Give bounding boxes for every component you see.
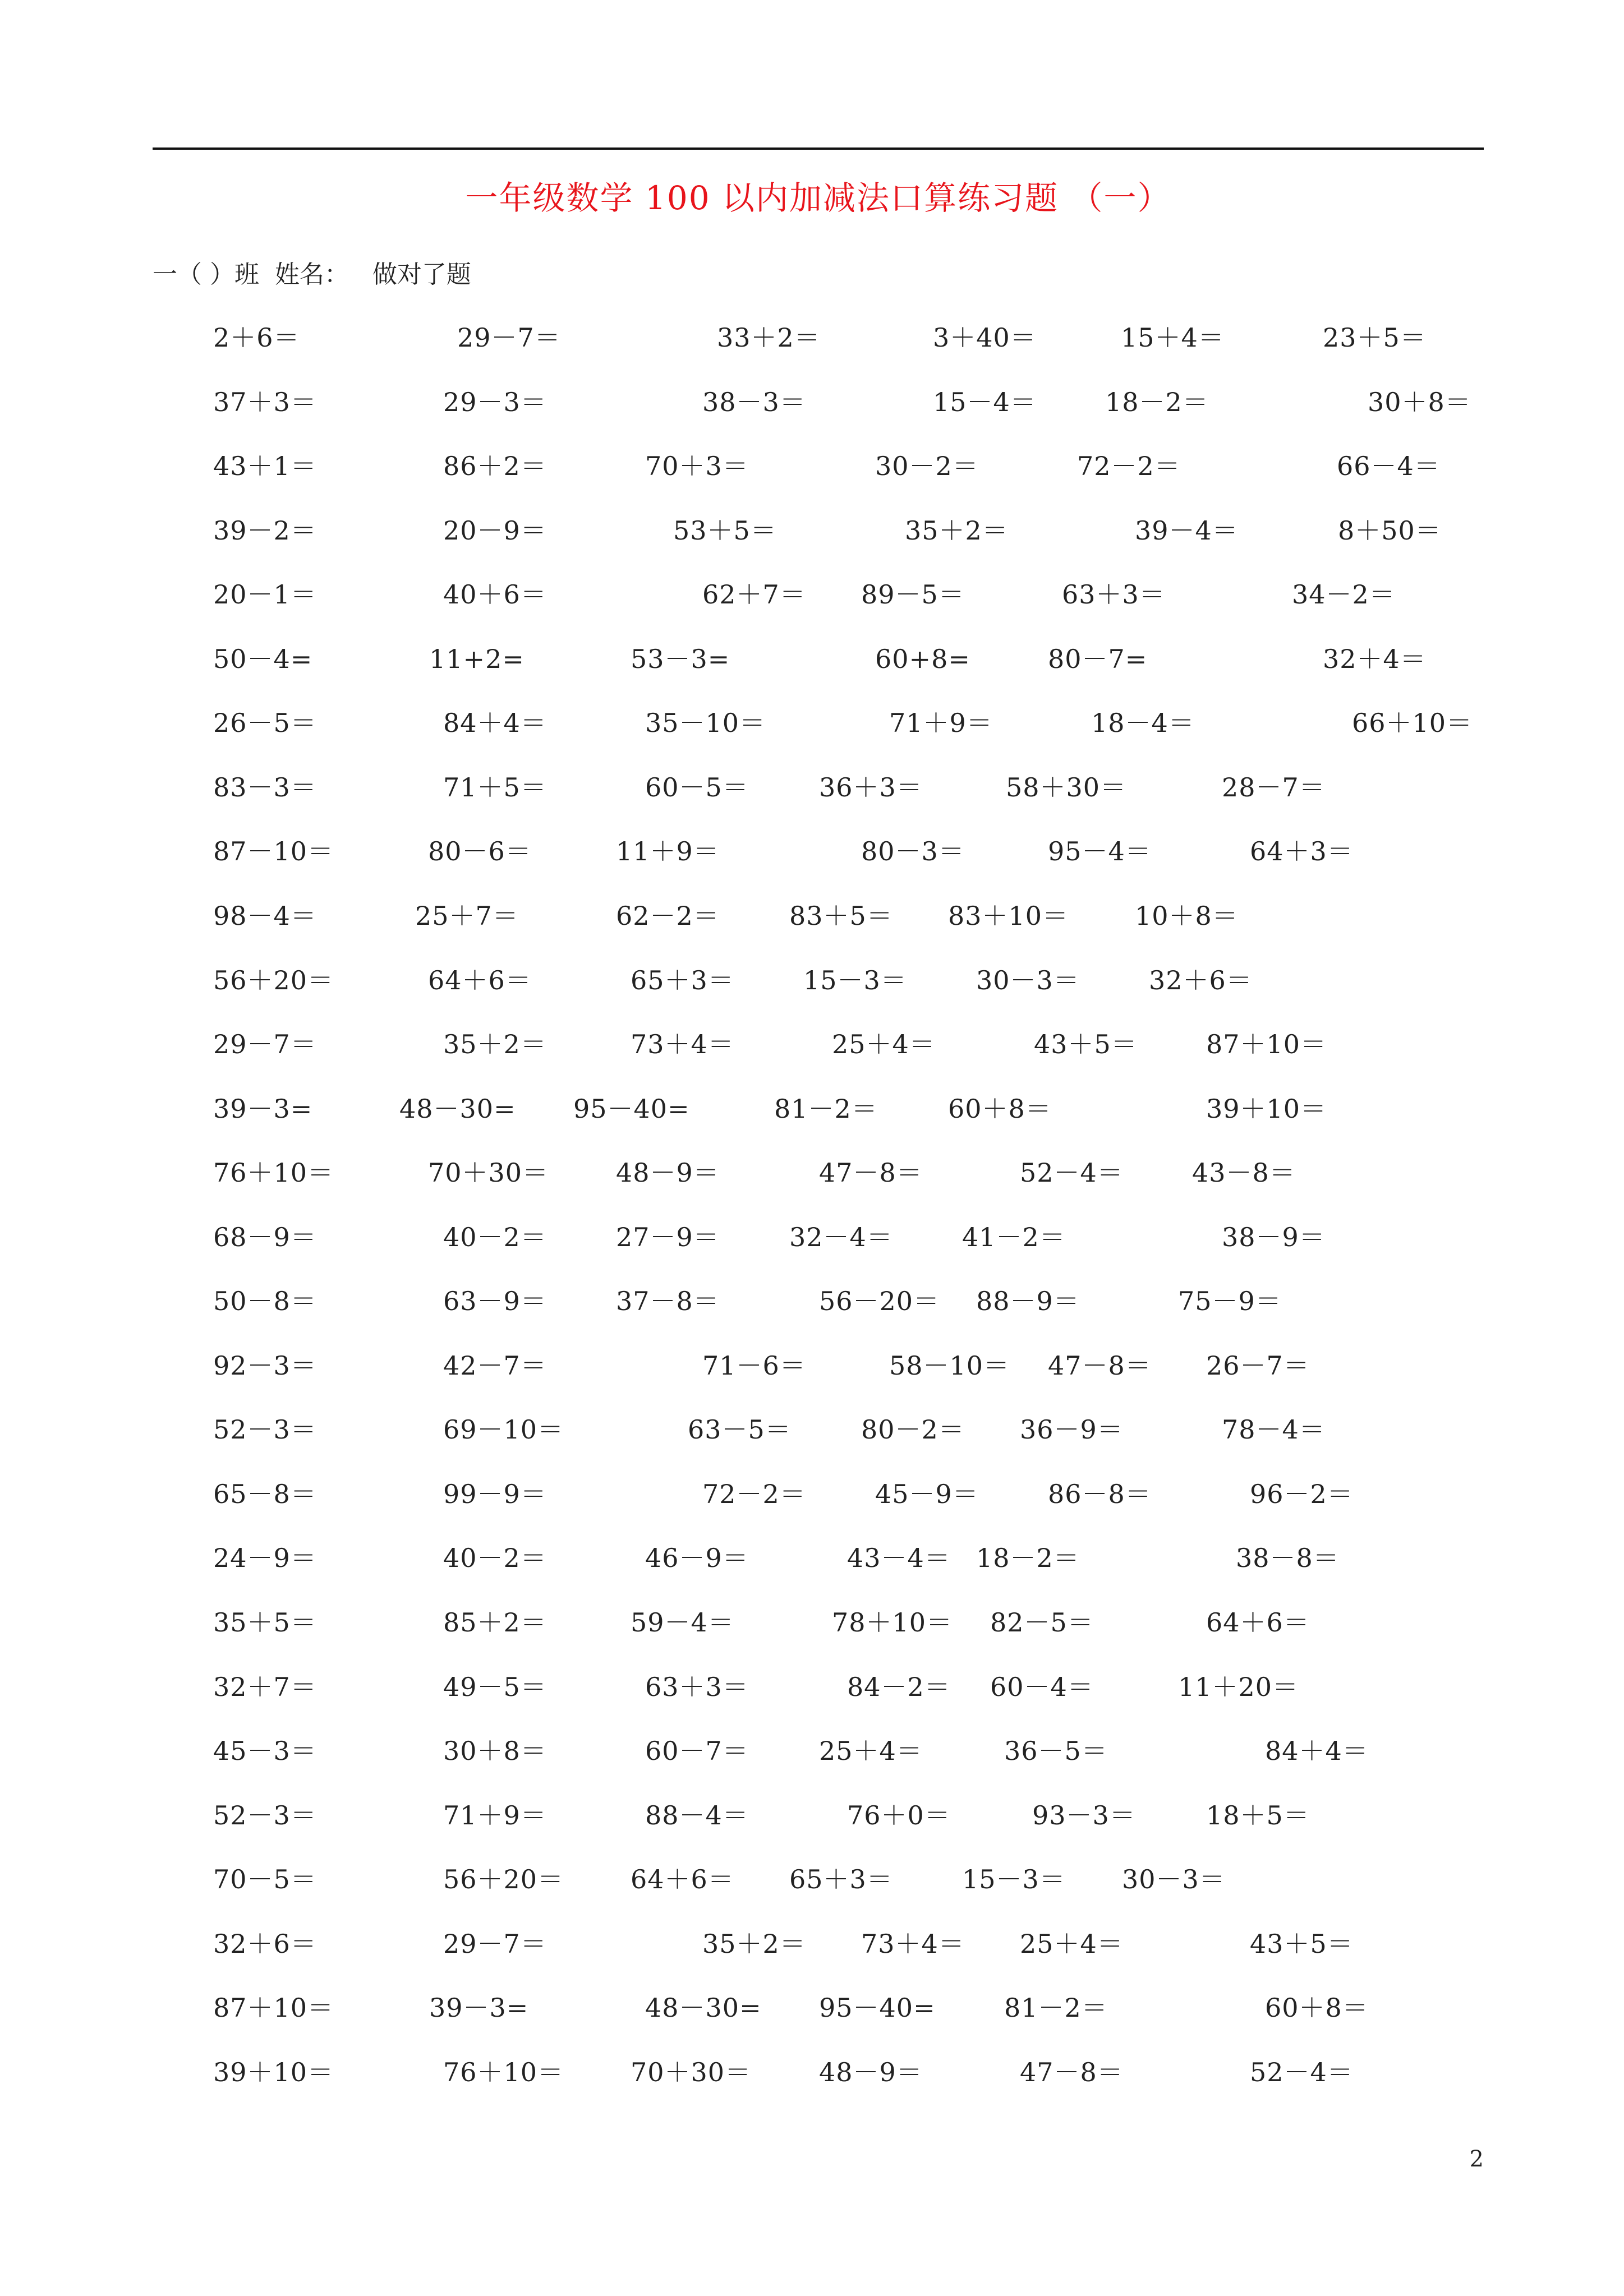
arithmetic-problem: 83＋5＝ xyxy=(789,901,893,931)
arithmetic-problem: 11+2= xyxy=(429,643,525,674)
problem-row xyxy=(0,1084,1624,1134)
problem-row xyxy=(0,312,1624,363)
arithmetic-problem: 64＋6＝ xyxy=(1206,1607,1310,1638)
arithmetic-problem: 50－8＝ xyxy=(213,1286,317,1317)
arithmetic-problem: 37＋3＝ xyxy=(213,386,317,417)
arithmetic-problem: 48－9＝ xyxy=(616,1158,720,1188)
problem-row xyxy=(0,1147,1624,1198)
arithmetic-problem: 64＋6＝ xyxy=(631,1864,734,1895)
problem-row xyxy=(0,955,1624,1006)
arithmetic-problem: 71＋5＝ xyxy=(443,772,547,803)
problem-row xyxy=(0,1340,1624,1391)
arithmetic-problem: 58－10＝ xyxy=(889,1350,1010,1381)
arithmetic-problem: 65－8＝ xyxy=(213,1478,317,1509)
arithmetic-problem: 63－5＝ xyxy=(688,1414,792,1445)
arithmetic-problem: 29－7＝ xyxy=(213,1029,317,1059)
arithmetic-problem: 80－7= xyxy=(1048,643,1148,674)
arithmetic-problem: 26－5＝ xyxy=(213,708,317,739)
arithmetic-problem: 15－3＝ xyxy=(803,965,907,995)
arithmetic-problem: 88－9＝ xyxy=(976,1286,1080,1317)
arithmetic-problem: 2＋6＝ xyxy=(213,322,300,353)
arithmetic-problem: 56－20＝ xyxy=(819,1286,940,1317)
problem-row xyxy=(0,1854,1624,1905)
arithmetic-problem: 88－4＝ xyxy=(645,1800,749,1831)
arithmetic-problem: 37－8＝ xyxy=(616,1286,720,1317)
arithmetic-problem: 56＋20＝ xyxy=(443,1864,564,1895)
arithmetic-problem: 15－4＝ xyxy=(933,386,1037,417)
problem-row xyxy=(0,1662,1624,1712)
arithmetic-problem: 84－2＝ xyxy=(847,1671,951,1702)
arithmetic-problem: 53－3= xyxy=(631,643,730,674)
problem-row xyxy=(0,2047,1624,2097)
arithmetic-problem: 42－7＝ xyxy=(443,1350,547,1381)
arithmetic-problem: 80－6＝ xyxy=(428,836,532,867)
arithmetic-problem: 87－10＝ xyxy=(213,836,334,867)
problem-row xyxy=(0,1276,1624,1326)
arithmetic-problem: 52－4＝ xyxy=(1020,1158,1124,1188)
arithmetic-problem: 63＋3＝ xyxy=(1062,579,1166,610)
arithmetic-problem: 10＋8＝ xyxy=(1135,901,1239,931)
arithmetic-problem: 25＋4＝ xyxy=(832,1029,936,1059)
arithmetic-problem: 30－2＝ xyxy=(875,451,979,482)
arithmetic-problem: 71－6＝ xyxy=(702,1350,806,1381)
arithmetic-problem: 40－2＝ xyxy=(443,1221,547,1252)
arithmetic-problem: 49－5＝ xyxy=(443,1671,547,1702)
arithmetic-problem: 76＋10＝ xyxy=(213,1158,334,1188)
arithmetic-problem: 72－2＝ xyxy=(1077,451,1181,482)
arithmetic-problem: 75－9＝ xyxy=(1178,1286,1282,1317)
arithmetic-problem: 29－7＝ xyxy=(443,1928,547,1959)
arithmetic-problem: 39＋10＝ xyxy=(1206,1093,1327,1124)
arithmetic-problem: 29－7＝ xyxy=(457,322,561,353)
arithmetic-problem: 85＋2＝ xyxy=(443,1607,547,1638)
arithmetic-problem: 48－9＝ xyxy=(819,2057,923,2087)
arithmetic-problem: 18－2＝ xyxy=(976,1543,1080,1574)
arithmetic-problem: 60+8= xyxy=(875,643,970,674)
arithmetic-problem: 60－4＝ xyxy=(990,1671,1094,1702)
arithmetic-problem: 25＋7＝ xyxy=(415,901,519,931)
arithmetic-problem: 70－5＝ xyxy=(213,1864,317,1895)
arithmetic-problem: 48－30= xyxy=(399,1093,516,1124)
problem-row xyxy=(0,1212,1624,1262)
arithmetic-problem: 40－2＝ xyxy=(443,1543,547,1574)
arithmetic-problem: 60＋8＝ xyxy=(1265,1993,1369,2023)
arithmetic-problem: 62＋7＝ xyxy=(702,579,806,610)
arithmetic-problem: 47－8＝ xyxy=(819,1158,923,1188)
arithmetic-problem: 33＋2＝ xyxy=(717,322,821,353)
problem-row xyxy=(0,1726,1624,1776)
arithmetic-problem: 62－2＝ xyxy=(616,901,720,931)
arithmetic-problem: 58＋30＝ xyxy=(1006,772,1127,803)
arithmetic-problem: 50－4= xyxy=(213,643,313,674)
arithmetic-problem: 96－2＝ xyxy=(1250,1478,1354,1509)
arithmetic-problem: 68－9＝ xyxy=(213,1221,317,1252)
problem-row xyxy=(0,505,1624,556)
problem-row xyxy=(0,891,1624,941)
arithmetic-problem: 80－3＝ xyxy=(861,836,965,867)
arithmetic-problem: 32＋6＝ xyxy=(213,1928,317,1959)
arithmetic-problem: 98－4＝ xyxy=(213,901,317,931)
arithmetic-problem: 36－5＝ xyxy=(1004,1736,1108,1767)
arithmetic-problem: 81－2＝ xyxy=(1004,1993,1108,2023)
arithmetic-problem: 38－9＝ xyxy=(1222,1221,1326,1252)
arithmetic-problem: 15＋4＝ xyxy=(1121,322,1225,353)
arithmetic-problem: 38－3＝ xyxy=(702,386,806,417)
arithmetic-problem: 43－8＝ xyxy=(1192,1158,1296,1188)
page-number: 2 xyxy=(1469,2146,1484,2172)
arithmetic-problem: 53＋5＝ xyxy=(673,515,777,546)
arithmetic-problem: 46－9＝ xyxy=(645,1543,749,1574)
arithmetic-problem: 70＋30＝ xyxy=(428,1158,549,1188)
arithmetic-problem: 71＋9＝ xyxy=(443,1800,547,1831)
arithmetic-problem: 35＋2＝ xyxy=(702,1928,806,1959)
arithmetic-problem: 72－2＝ xyxy=(702,1478,806,1509)
problem-row xyxy=(0,634,1624,684)
problem-row xyxy=(0,377,1624,427)
arithmetic-problem: 15－3＝ xyxy=(962,1864,1066,1895)
arithmetic-problem: 34－2＝ xyxy=(1292,579,1396,610)
arithmetic-problem: 45－9＝ xyxy=(875,1478,979,1509)
arithmetic-problem: 89－5＝ xyxy=(861,579,965,610)
arithmetic-problem: 73＋4＝ xyxy=(631,1029,734,1059)
arithmetic-problem: 86＋2＝ xyxy=(443,451,547,482)
arithmetic-problem: 27－9＝ xyxy=(616,1221,720,1252)
arithmetic-problem: 25＋4＝ xyxy=(1020,1928,1124,1959)
problem-row xyxy=(0,1469,1624,1519)
problem-row xyxy=(0,1790,1624,1841)
problem-row xyxy=(0,1983,1624,2033)
arithmetic-problem: 40＋6＝ xyxy=(443,579,547,610)
arithmetic-problem: 63－9＝ xyxy=(443,1286,547,1317)
arithmetic-problem: 82－5＝ xyxy=(990,1607,1094,1638)
arithmetic-problem: 32＋7＝ xyxy=(213,1671,317,1702)
arithmetic-problem: 43－4＝ xyxy=(847,1543,951,1574)
arithmetic-problem: 84＋4＝ xyxy=(1265,1736,1369,1767)
arithmetic-problem: 20－9＝ xyxy=(443,515,547,546)
arithmetic-problem: 36＋3＝ xyxy=(819,772,923,803)
arithmetic-problem: 83－3＝ xyxy=(213,772,317,803)
arithmetic-problem: 83＋10＝ xyxy=(948,901,1069,931)
arithmetic-problem: 65＋3＝ xyxy=(789,1864,893,1895)
arithmetic-problem: 39－3= xyxy=(429,1993,529,2023)
arithmetic-problem: 24－9＝ xyxy=(213,1543,317,1574)
arithmetic-problem: 78＋10＝ xyxy=(832,1607,953,1638)
arithmetic-problem: 30－3＝ xyxy=(1122,1864,1226,1895)
arithmetic-problem: 80－2＝ xyxy=(861,1414,965,1445)
arithmetic-problem: 66＋10＝ xyxy=(1352,708,1473,739)
arithmetic-problem: 65＋3＝ xyxy=(631,965,734,995)
problem-row xyxy=(0,1919,1624,1969)
arithmetic-problem: 81－2＝ xyxy=(774,1093,878,1124)
student-info-line: 一（ ）班 姓名： 做对了题 xyxy=(153,260,471,289)
arithmetic-problem: 52－3＝ xyxy=(213,1800,317,1831)
arithmetic-problem: 35＋2＝ xyxy=(905,515,1009,546)
arithmetic-problem: 30－3＝ xyxy=(976,965,1080,995)
arithmetic-problem: 30＋8＝ xyxy=(443,1736,547,1767)
arithmetic-problem: 60＋8＝ xyxy=(948,1093,1052,1124)
arithmetic-problem: 35＋2＝ xyxy=(443,1029,547,1059)
arithmetic-problem: 86－8＝ xyxy=(1048,1478,1152,1509)
arithmetic-problem: 70＋3＝ xyxy=(645,451,749,482)
problem-row xyxy=(0,1533,1624,1583)
arithmetic-problem: 95－40= xyxy=(819,1993,936,2023)
worksheet-title: 一年级数学 100 以内加减法口算练习题 （一） xyxy=(465,179,1171,217)
arithmetic-problem: 35＋5＝ xyxy=(213,1607,317,1638)
arithmetic-problem: 52－3＝ xyxy=(213,1414,317,1445)
arithmetic-problem: 70＋30＝ xyxy=(631,2057,752,2087)
arithmetic-problem: 32＋4＝ xyxy=(1323,643,1427,674)
arithmetic-problem: 99－9＝ xyxy=(443,1478,547,1509)
problem-row xyxy=(0,1404,1624,1455)
arithmetic-problem: 95－40= xyxy=(573,1093,690,1124)
arithmetic-problem: 43＋5＝ xyxy=(1034,1029,1138,1059)
arithmetic-problem: 56＋20＝ xyxy=(213,965,334,995)
problem-row xyxy=(0,441,1624,491)
arithmetic-problem: 39－2＝ xyxy=(213,515,317,546)
arithmetic-problem: 87＋10＝ xyxy=(213,1993,334,2023)
arithmetic-problem: 43＋1＝ xyxy=(213,451,317,482)
arithmetic-problem: 95－4＝ xyxy=(1048,836,1152,867)
arithmetic-problem: 25＋4＝ xyxy=(819,1736,923,1767)
problem-row xyxy=(0,826,1624,877)
arithmetic-problem: 64＋3＝ xyxy=(1250,836,1354,867)
arithmetic-problem: 3＋40＝ xyxy=(933,322,1037,353)
arithmetic-problem: 29－3＝ xyxy=(443,386,547,417)
arithmetic-problem: 69－10＝ xyxy=(443,1414,564,1445)
arithmetic-problem: 20－1＝ xyxy=(213,579,317,610)
arithmetic-problem: 11＋20＝ xyxy=(1178,1671,1299,1702)
arithmetic-problem: 26－7＝ xyxy=(1206,1350,1310,1381)
arithmetic-problem: 59－4＝ xyxy=(631,1607,734,1638)
arithmetic-problem: 48－30= xyxy=(645,1993,762,2023)
arithmetic-problem: 41－2＝ xyxy=(962,1221,1066,1252)
problem-row xyxy=(0,698,1624,748)
arithmetic-problem: 73＋4＝ xyxy=(861,1928,965,1959)
arithmetic-problem: 87＋10＝ xyxy=(1206,1029,1327,1059)
arithmetic-problem: 84＋4＝ xyxy=(443,708,547,739)
arithmetic-problem: 76＋0＝ xyxy=(847,1800,951,1831)
arithmetic-problem: 45－3＝ xyxy=(213,1736,317,1767)
problem-row xyxy=(0,1597,1624,1648)
problem-row xyxy=(0,1019,1624,1069)
arithmetic-problem: 60－5＝ xyxy=(645,772,749,803)
arithmetic-problem: 93－3＝ xyxy=(1032,1800,1136,1831)
arithmetic-problem: 43＋5＝ xyxy=(1250,1928,1354,1959)
arithmetic-problem: 23＋5＝ xyxy=(1323,322,1427,353)
problem-row xyxy=(0,569,1624,620)
arithmetic-problem: 39＋10＝ xyxy=(213,2057,334,2087)
arithmetic-problem: 92－3＝ xyxy=(213,1350,317,1381)
arithmetic-problem: 32＋6＝ xyxy=(1149,965,1253,995)
arithmetic-problem: 18＋5＝ xyxy=(1206,1800,1310,1831)
arithmetic-problem: 47－8＝ xyxy=(1020,2057,1124,2087)
arithmetic-problem: 32－4＝ xyxy=(789,1221,893,1252)
arithmetic-problem: 36－9＝ xyxy=(1020,1414,1124,1445)
arithmetic-problem: 52－4＝ xyxy=(1250,2057,1354,2087)
arithmetic-problem: 39－4＝ xyxy=(1135,515,1239,546)
arithmetic-problem: 78－4＝ xyxy=(1222,1414,1326,1445)
arithmetic-problem: 60－7＝ xyxy=(645,1736,749,1767)
arithmetic-problem: 63＋3＝ xyxy=(645,1671,749,1702)
arithmetic-problem: 18－4＝ xyxy=(1091,708,1195,739)
arithmetic-problem: 71＋9＝ xyxy=(889,708,993,739)
problem-row xyxy=(0,762,1624,813)
arithmetic-problem: 38－8＝ xyxy=(1236,1543,1340,1574)
arithmetic-problem: 8＋50＝ xyxy=(1338,515,1442,546)
arithmetic-problem: 18－2＝ xyxy=(1105,386,1209,417)
arithmetic-problem: 64＋6＝ xyxy=(428,965,532,995)
arithmetic-problem: 35－10＝ xyxy=(645,708,766,739)
arithmetic-problem: 28－7＝ xyxy=(1222,772,1326,803)
arithmetic-problem: 76＋10＝ xyxy=(443,2057,564,2087)
arithmetic-problem: 66－4＝ xyxy=(1337,451,1441,482)
arithmetic-problem: 39－3= xyxy=(213,1093,313,1124)
arithmetic-problem: 30＋8＝ xyxy=(1368,386,1471,417)
arithmetic-problem: 47－8＝ xyxy=(1048,1350,1152,1381)
arithmetic-problem: 11＋9＝ xyxy=(616,836,720,867)
